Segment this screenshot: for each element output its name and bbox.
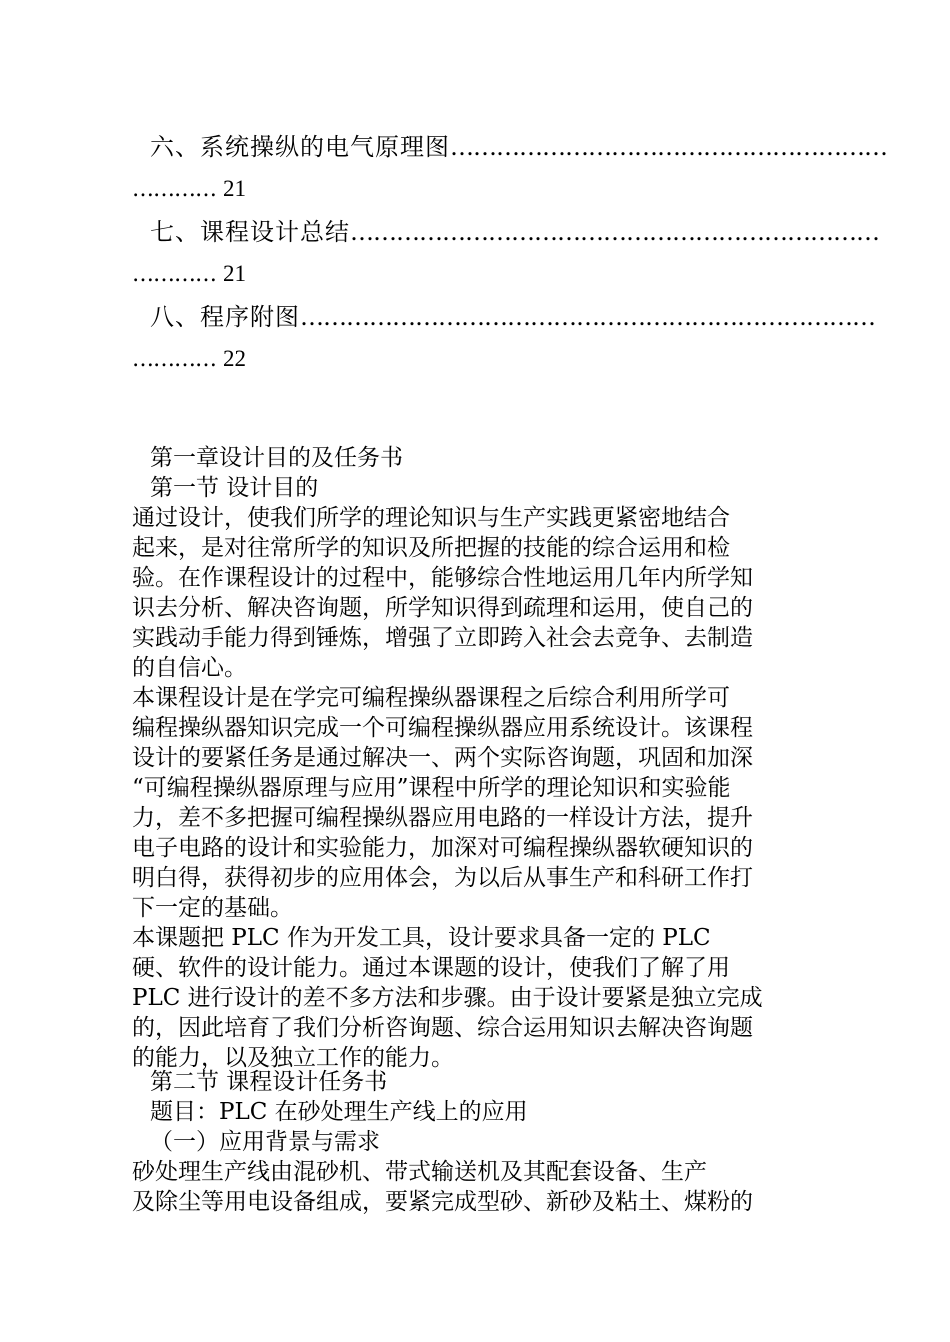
paragraph-line: 及除尘等用电设备组成，要紧完成型砂、新砂及粘土、煤粉的 (132, 1189, 753, 1215)
toc-entry-7[interactable] (150, 215, 879, 249)
toc-page-number: 21 (223, 176, 246, 201)
paragraph-line: 的自信心。 (132, 655, 247, 681)
paragraph-line: 的能力，以及独立工作的能力。 (132, 1045, 454, 1071)
toc-entry-8-page (132, 342, 246, 377)
paragraph-line: 识去分析、解决咨询题，所学知识得到疏理和运用，使自己的 (132, 595, 753, 621)
section-title-design-purpose: 第一节 设计目的 (150, 475, 319, 501)
paragraph-line: 硬、软件的设计能力。通过本课题的设计，使我们了解了用 (132, 955, 730, 981)
paragraph-line: “可编程操纵器原理与应用”课程中所学的理论知识和实验能 (132, 775, 731, 801)
paragraph-line: 砂处理生产线由混砂机、带式输送机及其配套设备、生产 (132, 1159, 707, 1185)
paragraph-line: 下一定的基础。 (132, 895, 293, 921)
paragraph-line: 实践动手能力得到锤炼，增强了立即跨入社会去竞争、去制造 (132, 625, 753, 651)
toc-leader-dots: ………… (132, 177, 216, 202)
toc-leader-dots: ………… (132, 347, 216, 372)
toc-leader-dots: ………………………………………………………………… (300, 303, 875, 331)
paragraph-line: 起来，是对往常所学的知识及所把握的技能的综合运用和检 (132, 535, 730, 561)
subsection-title: （一）应用背景与需求 (150, 1129, 380, 1155)
paragraph-line: 的，因此培育了我们分析咨询题、综合运用知识去解决咨询题 (132, 1015, 753, 1041)
toc-page-number: 22 (223, 346, 246, 371)
toc-entry-8[interactable] (150, 300, 875, 334)
toc-leader-dots: ………………………………………………… (450, 133, 887, 161)
toc-entry-6-page (132, 172, 246, 207)
paragraph-line: 本课题把 PLC 作为开发工具，设计要求具备一定的 PLC (132, 925, 711, 951)
section-title-task-book: 第二节 课程设计任务书 (150, 1069, 388, 1095)
toc-title: 六、系统操纵的电气原理图 (150, 133, 450, 161)
toc-entry-6[interactable] (150, 130, 887, 164)
paragraph-plc-topic (132, 923, 822, 1073)
paragraph-design-purpose (132, 503, 822, 683)
topic-title: 题目：PLC 在砂处理生产线上的应用 (150, 1099, 528, 1125)
paragraph-line: 设计的要紧任务是通过解决一、两个实际咨询题，巩固和加深 (132, 745, 753, 771)
toc-leader-dots: ………… (132, 262, 216, 287)
paragraph-sand-line (132, 1157, 822, 1217)
paragraph-line: 验。在作课程设计的过程中，能够综合性地运用几年内所学知 (132, 565, 753, 591)
paragraph-line: 通过设计，使我们所学的理论知识与生产实践更紧密地结合 (132, 505, 730, 531)
paragraph-line: 编程操纵器知识完成一个可编程操纵器应用系统设计。该课程 (132, 715, 753, 741)
chapter-title: 第一章设计目的及任务书 (150, 445, 403, 471)
paragraph-line: PLC 进行设计的差不多方法和步骤。由于设计要紧是独立完成 (132, 985, 763, 1011)
toc-title: 七、课程设计总结 (150, 218, 350, 246)
toc-entry-7-page (132, 257, 246, 292)
toc-page-number: 21 (223, 261, 246, 286)
paragraph-line: 明白得，获得初步的应用体会，为以后从事生产和科研工作打 (132, 865, 753, 891)
paragraph-line: 力，差不多把握可编程操纵器应用电路的一样设计方法，提升 (132, 805, 753, 831)
toc-leader-dots: …………………………………………………………… (350, 218, 879, 246)
paragraph-course-design (132, 683, 822, 923)
paragraph-line: 本课程设计是在学完可编程操纵器课程之后综合利用所学可 (132, 685, 730, 711)
toc-title: 八、程序附图 (150, 303, 300, 331)
paragraph-line: 电子电路的设计和实验能力，加深对可编程操纵器软硬知识的 (132, 835, 753, 861)
